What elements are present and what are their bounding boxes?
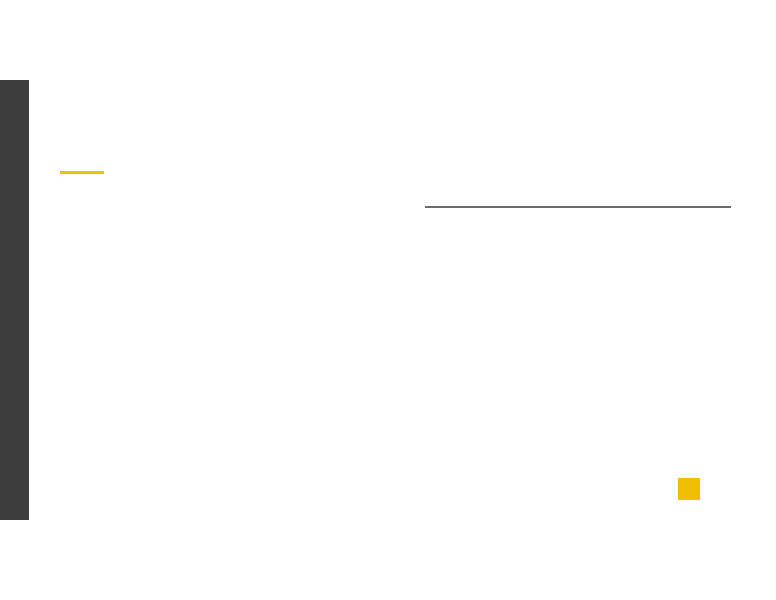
side-bar <box>0 80 29 520</box>
fts-logo <box>678 476 752 502</box>
logo-icon <box>678 478 700 500</box>
title-underline <box>60 171 104 174</box>
bar-chart <box>425 212 745 387</box>
chart-title-rule <box>425 206 731 208</box>
